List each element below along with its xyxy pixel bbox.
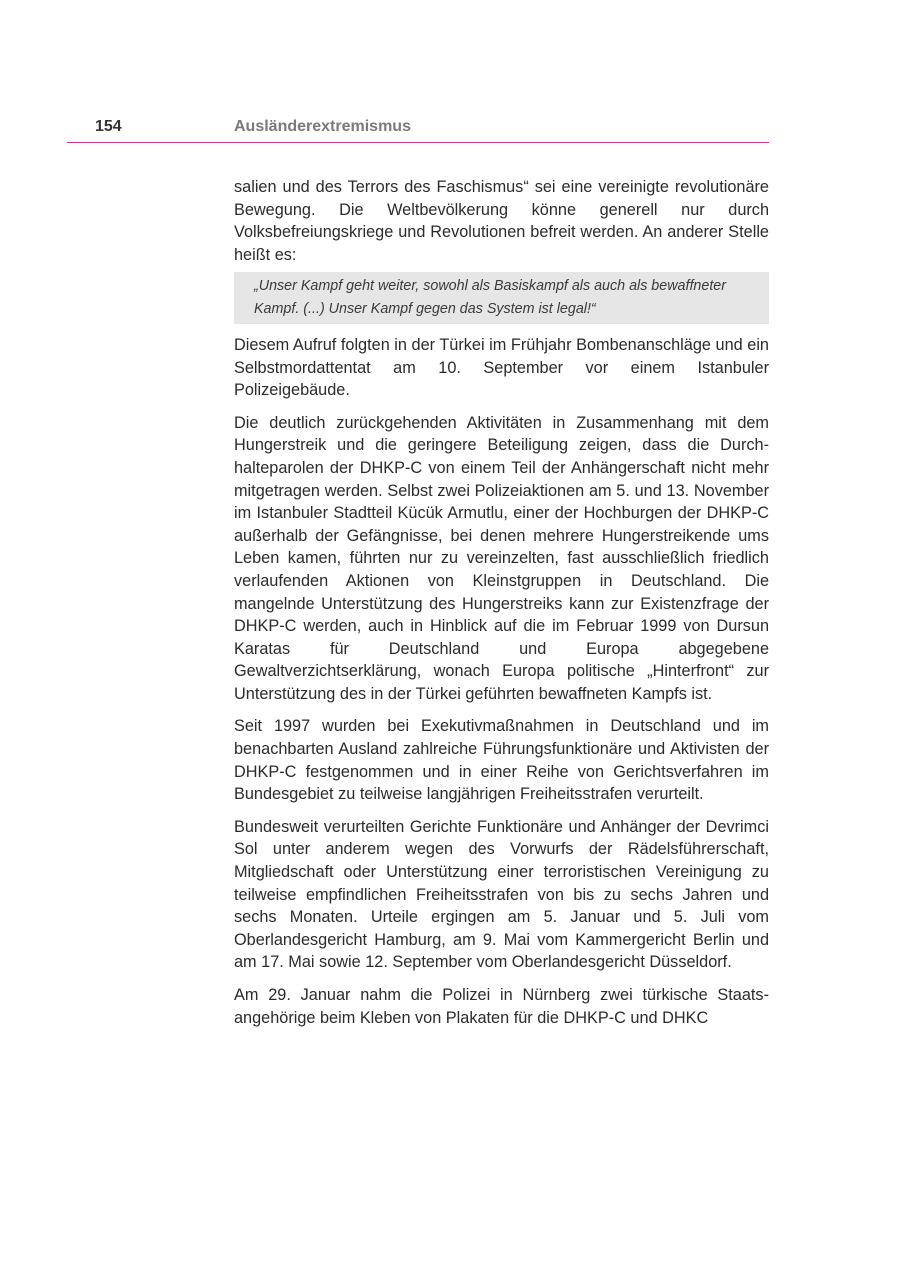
paragraph-hunger-strike: Die deutlich zurückgehenden Aktivitäten in Zusammenhang mit dem Hungerstreik und die geringere Beteiligung zeigen, dass die Durchhalteparolen der DHKP-C von einem Teil der Anhängerschaft nicht mehr mitgetragen werden. Selbst zwei Polizeiaktionen am 5. und 13. November im Istanbuler Stadtteil Kücük Armutlu, einer der Hochburgen der DHKP-C außerhalb der Gefängnisse, bei denen mehrere Hungerstreikende ums Leben kamen, führten nur zu vereinzelten, fast ausschließlich friedlich verlaufenden Aktionen von Kleinstgruppen in Deutschland. Die mangelnde Unterstützung des Hungerstreiks kann zur Existenzfrage der DHKP-C werden, auch in Hinblick auf die im Februar 1999 von Dursun Karatas für Deutschland und Europa abgegebene Gewaltverzichtserklärung, wonach Europa politische „Hinterfront“ zur Unterstützung des in der Türkei geführten bewaffneten Kampfs ist.: [234, 413, 769, 703]
paragraph-arrests: Seit 1997 wurden bei Exekutivmaßnahmen in Deutschland und im benachbarten Ausland zahlreiche Führungsfunktionäre und Aktivisten der DHKP-C festgenommen und in einer Reihe von Gerichtsverfahren im Bundesgebiet zu teilweise langjährigen Freiheitsstrafen verurteilt.: [234, 717, 769, 804]
paragraph-convictions: Bundesweit verurteilten Gerichte Funktionäre und Anhänger der Devrimci Sol unter anderem wegen des Vorwurfs der Rädelsführerschaft, Mitgliedschaft oder Unterstützung einer terroristischen Vereinigung zu teilweise empfindlichen Freiheitsstrafen von bis zu sechs Jahren und sechs Monaten. Urteile ergingen am 5. Januar und 5. Juli vom Oberlandesgericht Hamburg, am 9. Mai vom Kammergericht Berlin und am 17. Mai sowie 12. September vom Oberlandesgericht Düsseldorf.: [234, 817, 769, 972]
running-header: [67, 116, 769, 143]
paragraph-nuremberg: Am 29. Januar nahm die Polizei in Nürnberg zwei türkische Staatsangehörige beim Kleben von Plakaten für die DHKP-C und DHKC: [234, 986, 769, 1027]
section-title: Ausländerextremismus: [234, 118, 411, 135]
quote-text: „Unser Kampf geht weiter, sowohl als Basiskampf als auch als bewaffneter Kampf. (...) Unser Kampf gegen das System ist legal!“: [254, 278, 727, 317]
paragraph-bombings: Diesem Aufruf folgten in der Türkei im Frühjahr Bombenanschläge und ein Selbstmordattentat am 10. September vor einem Istanbuler Polizeigebäude.: [234, 335, 769, 400]
page-number: 154: [95, 118, 122, 135]
body-text: [234, 176, 769, 1039]
intro-paragraph: salien und des Terrors des Faschismus“ sei eine vereinigte revolutionäre Bewegung. Die Weltbevölkerung könne generell nur durch Volksbefreiungskriege und Revolutionen befreit werden. An anderer Stelle heißt es:: [234, 178, 769, 264]
quote-box: [234, 272, 769, 324]
